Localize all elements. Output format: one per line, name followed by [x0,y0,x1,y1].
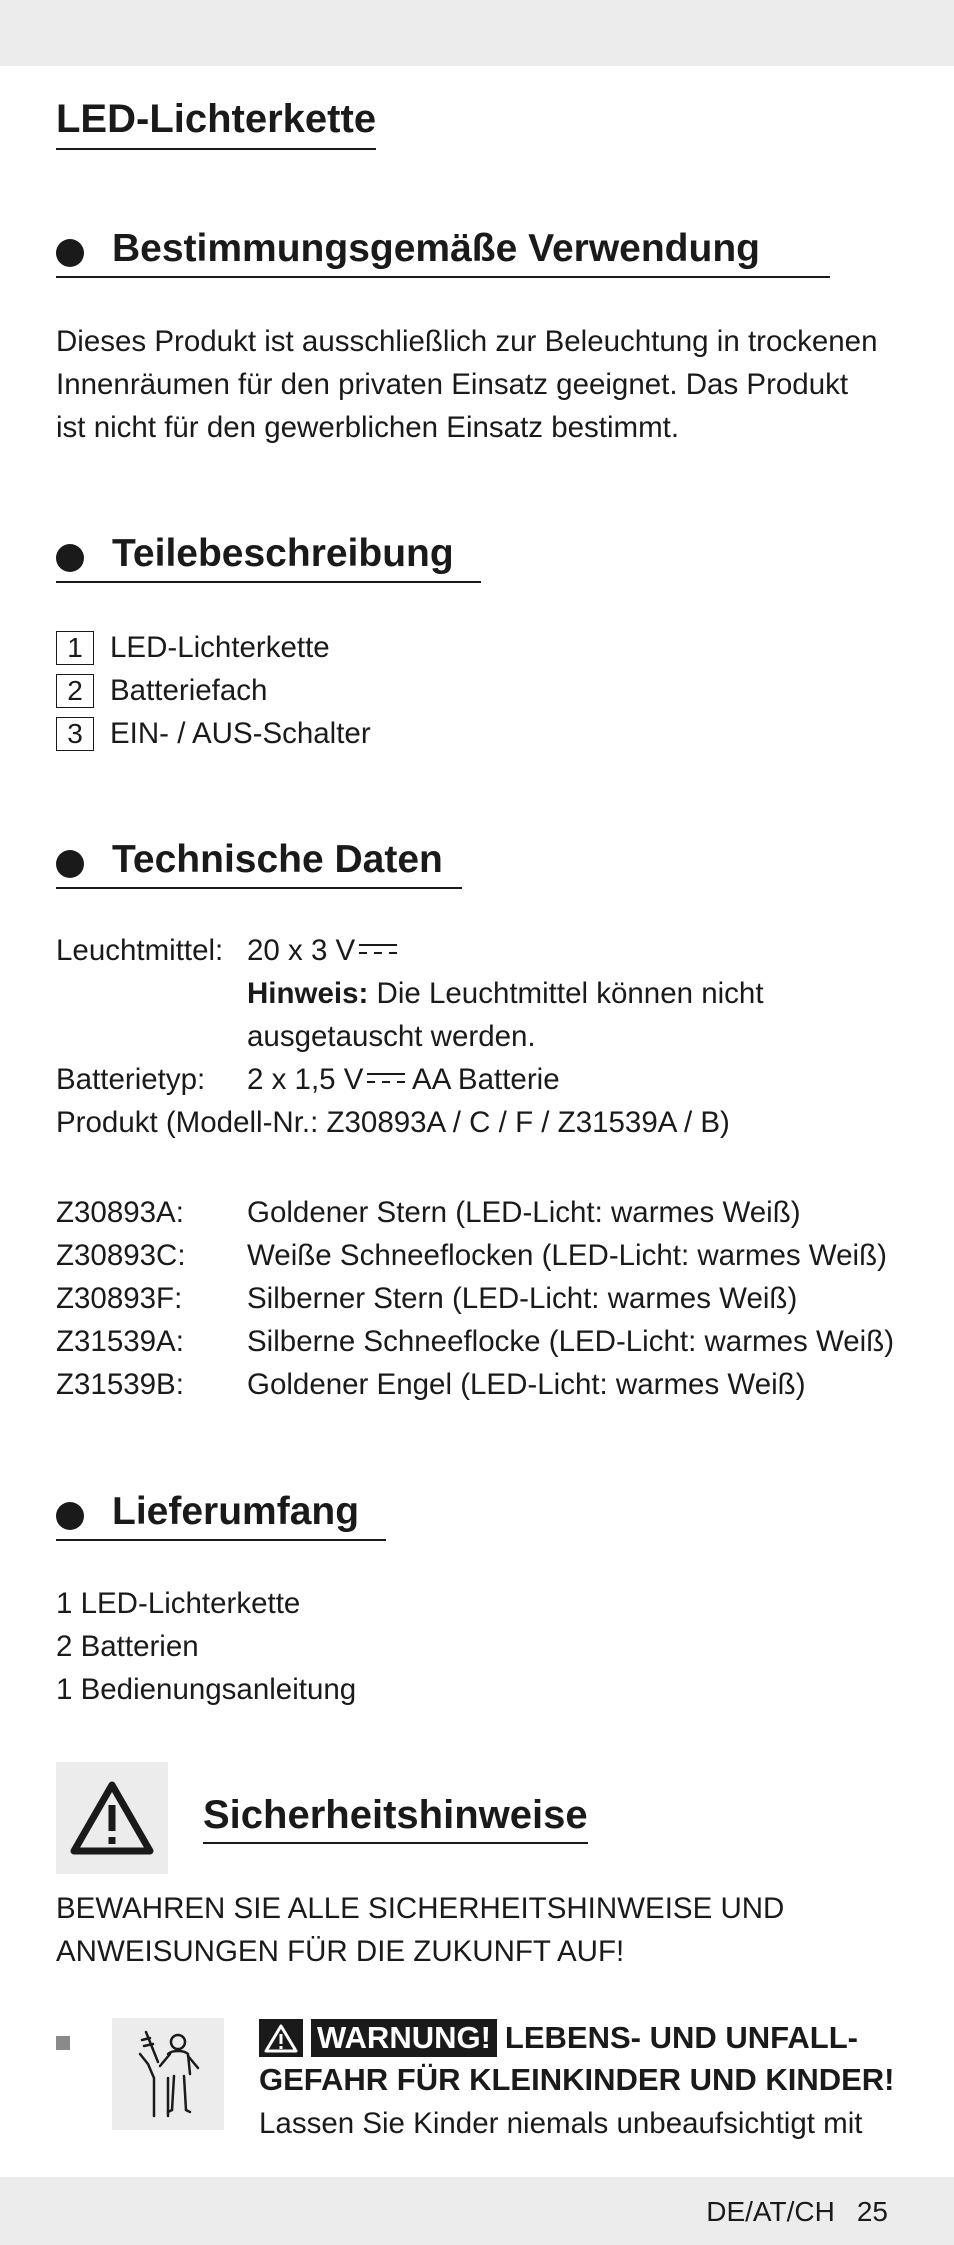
section-bullet [56,850,84,878]
child-hazard-box [112,2018,224,2130]
part-number: 2 [56,674,94,708]
part-number: 3 [56,717,94,751]
section-heading: Teilebeschreibung [112,532,454,575]
lamp-value: 20 x 3 V [247,934,356,967]
product-model-line: Produkt (Modell-Nr.: Z30893A / C / F / Z31539A / B) [56,1106,730,1139]
warning-badge: WARNUNG! [311,2019,497,2057]
part-number: 1 [56,631,94,665]
warning-triangle-icon [264,2023,298,2053]
model-desc: Weiße Schneeflocken (LED-Licht: warmes Weiß) [247,1239,887,1272]
intended-use-text [56,320,916,449]
heading-underline [56,581,481,583]
warning-text: Lassen Sie Kinder niemals unbeaufsichtigt mit [259,2107,863,2140]
scope-item: 2 Batterien [56,1630,199,1663]
model-desc: Silberne Schneeflocke (LED-Licht: warmes Weiß) [247,1325,895,1358]
child-hazard-icon [128,2026,208,2122]
model-code: Z31539B: [56,1368,184,1401]
text-line: ANWEISUNGEN FÜR DIE ZUKUNFT AUF! [56,1935,625,1968]
spec-value [247,1058,560,1101]
text-line: BEWAHREN SIE ALLE SICHERHEITSHINWEISE UND [56,1892,785,1925]
model-desc: Goldener Engel (LED-Licht: warmes Weiß) [247,1368,806,1401]
section-heading: Lieferumfang [112,1490,360,1533]
dc-symbol-icon [359,942,397,956]
list-bullet [56,2036,70,2050]
page-title: LED-Lichterkette [56,96,376,150]
text-line: Innenräumen für den privaten Einsatz geeignet. Das Produkt [56,368,849,401]
safety-heading: Sicherheitshinweise [203,1792,588,1844]
spec-label: Batterietyp: [56,1063,206,1096]
text-line: ist nicht für den gewerblichen Einsatz bestimmt. [56,411,680,444]
battery-type: AA Batterie [412,1063,560,1096]
section-heading: Bestimmungsgemäße Verwendung [112,227,760,270]
scope-item: 1 Bedienungsanleitung [56,1673,357,1706]
heading-underline [56,276,830,278]
model-code: Z30893C: [56,1239,186,1272]
battery-voltage: 2 x 1,5 V [247,1063,364,1096]
note-label: Hinweis: [247,977,369,1010]
page-number: 25 [856,2196,888,2227]
part-item [56,669,371,712]
note-line: ausgetauscht werden. [247,1020,536,1053]
part-label: EIN- / AUS-Schalter [110,716,371,750]
warning-heading-continued: GEFAHR FÜR KLEINKINDER UND KINDER! [259,2062,895,2097]
top-margin-bar [0,0,954,66]
section-bullet [56,544,84,572]
page-footer [706,2196,888,2228]
footer-region: DE/AT/CH [706,2196,835,2227]
warning-heading: LEBENS- UND UNFALL- [504,2020,858,2055]
scope-item: 1 LED-Lichterkette [56,1587,301,1620]
heading-underline [56,1539,386,1541]
model-code: Z30893A: [56,1196,184,1229]
warning-line [259,2018,858,2058]
spec-value [247,929,397,972]
note-line: Die Leuchtmittel können nicht [376,977,764,1010]
section-bullet [56,1502,84,1530]
parts-list [56,626,371,755]
text-line: Dieses Produkt ist ausschließlich zur Beleuchtung in trockenen [56,325,878,358]
safety-caps-text [56,1887,916,1973]
model-code: Z31539A: [56,1325,184,1358]
warning-badge-icon-box [259,2019,303,2057]
note-text [247,972,764,1015]
warning-triangle-icon [70,1781,154,1855]
part-label: LED-Lichterkette [110,630,330,664]
safety-icon-box [56,1762,168,1874]
dc-symbol-icon [367,1071,405,1085]
spec-label: Leuchtmittel: [56,934,224,967]
model-code: Z30893F: [56,1282,183,1315]
part-item [56,712,371,755]
part-label: Batteriefach [110,673,268,707]
part-item [56,626,371,669]
section-heading: Technische Daten [112,838,443,881]
section-bullet [56,239,84,267]
heading-underline [56,887,462,889]
model-desc: Silberner Stern (LED-Licht: warmes Weiß) [247,1282,798,1315]
model-desc: Goldener Stern (LED-Licht: warmes Weiß) [247,1196,801,1229]
